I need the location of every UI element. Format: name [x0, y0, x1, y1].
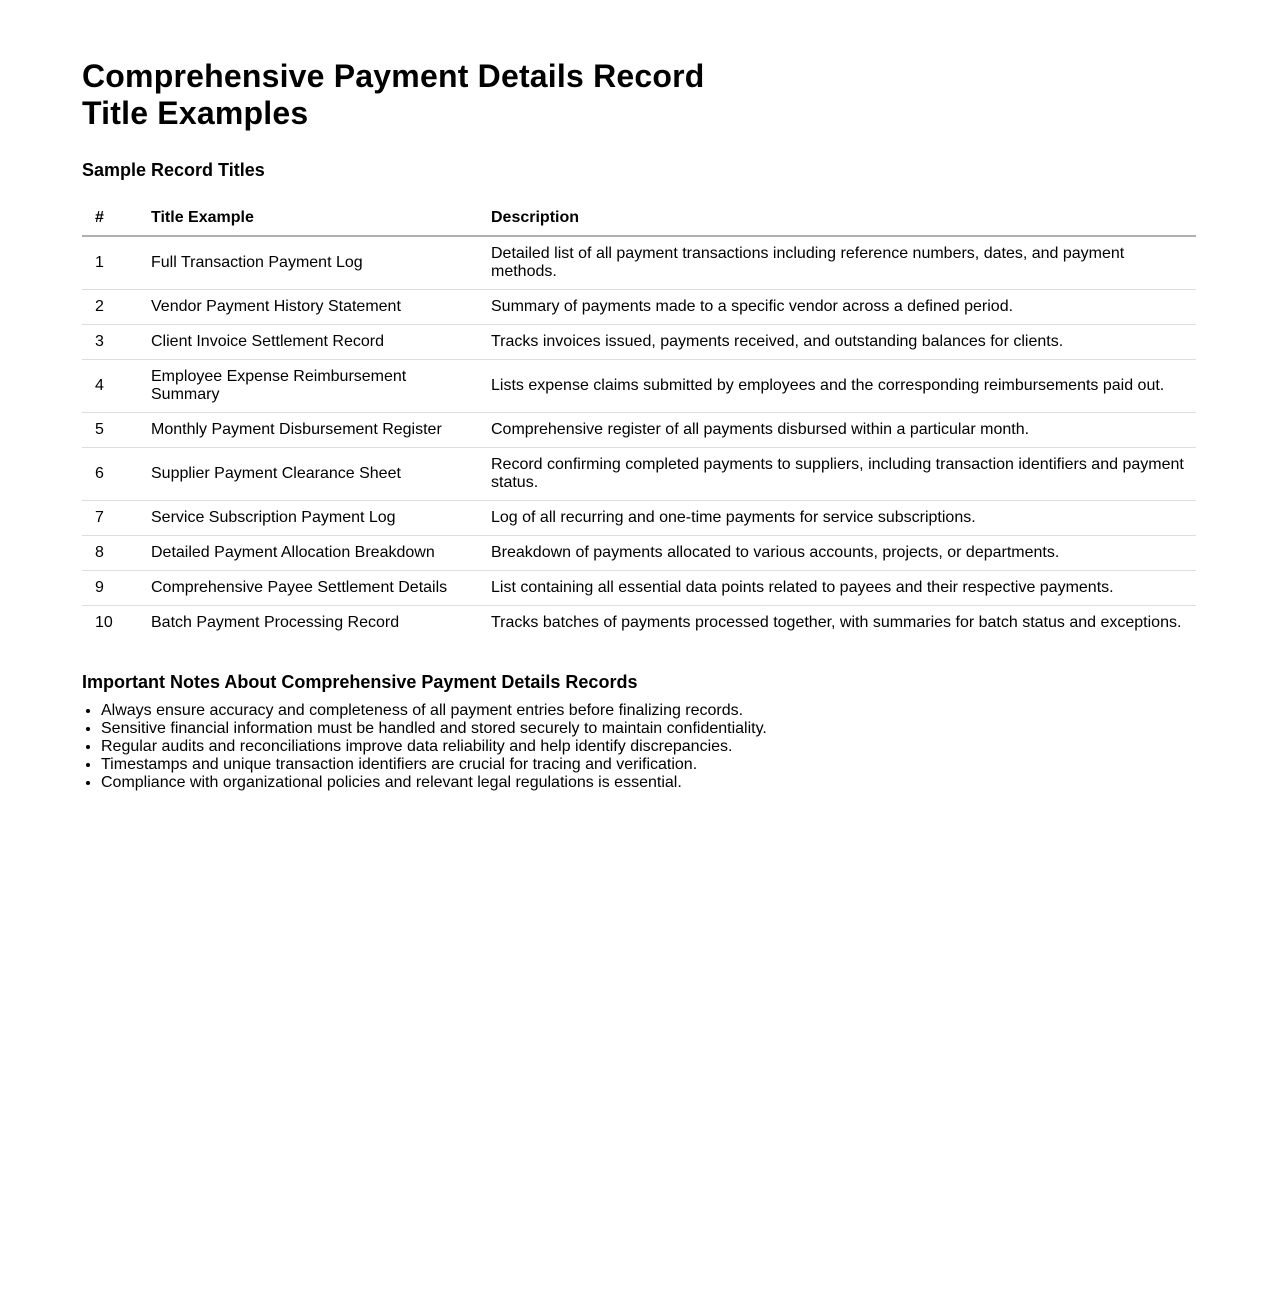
row-description: Comprehensive register of all payments disbursed within a particular month.	[478, 413, 1196, 448]
row-number: 8	[82, 536, 138, 571]
table-header-row	[82, 201, 1196, 236]
row-number: 1	[82, 236, 138, 290]
table-row	[82, 360, 1196, 413]
column-header-title-example: Title Example	[138, 201, 478, 236]
row-title: Service Subscription Payment Log	[138, 501, 478, 536]
row-number: 9	[82, 571, 138, 606]
row-description: Summary of payments made to a specific vendor across a defined period.	[478, 290, 1196, 325]
row-title: Monthly Payment Disbursement Register	[138, 413, 478, 448]
table-row	[82, 413, 1196, 448]
table-row	[82, 606, 1196, 641]
sample-record-titles-heading: Sample Record Titles	[82, 160, 265, 180]
row-title: Detailed Payment Allocation Breakdown	[138, 536, 478, 571]
table-row	[82, 325, 1196, 360]
row-title: Vendor Payment History Statement	[138, 290, 478, 325]
list-item: • Regular audits and reconciliations improve data reliability and help identify discrepancies.	[101, 738, 1196, 756]
list-item: • Always ensure accuracy and completeness of all payment entries before finalizing records.	[101, 702, 1196, 720]
row-number: 5	[82, 413, 138, 448]
notes-list	[82, 702, 1196, 792]
row-description: Tracks batches of payments processed together, with summaries for batch status and exceptions.	[491, 614, 1182, 631]
row-title: Employee Expense Reimbursement Summary	[138, 360, 478, 413]
row-description: Lists expense claims submitted by employees and the corresponding reimbursements paid out.	[478, 360, 1196, 413]
record-titles-table	[82, 201, 1196, 640]
table-row	[82, 236, 1196, 290]
row-title: Client Invoice Settlement Record	[138, 325, 478, 360]
table-row	[82, 536, 1196, 571]
column-header-number: #	[82, 201, 138, 236]
row-number: 4	[82, 360, 138, 413]
row-title: Supplier Payment Clearance Sheet	[138, 448, 478, 501]
row-number: 10	[95, 614, 113, 631]
table-row	[82, 571, 1196, 606]
table-row	[82, 290, 1196, 325]
table-row	[82, 448, 1196, 501]
row-description: Detailed list of all payment transactions including reference numbers, dates, and payment methods.	[478, 236, 1196, 290]
page-title: Comprehensive Payment Details Record Title Examples	[82, 58, 705, 131]
list-item: • Sensitive financial information must be handled and stored securely to maintain confidentiality.	[101, 720, 1196, 738]
list-item: • Timestamps and unique transaction identifiers are crucial for tracing and verification.	[101, 756, 1196, 774]
list-item: • Compliance with organizational policies and relevant legal regulations is essential.	[101, 774, 1196, 792]
row-description: List containing all essential data points related to payees and their respective payments.	[478, 571, 1196, 606]
row-description: Tracks invoices issued, payments received, and outstanding balances for clients.	[478, 325, 1196, 360]
row-description: Record confirming completed payments to suppliers, including transaction identifiers and payment status.	[478, 448, 1196, 501]
important-notes-heading: Important Notes About Comprehensive Payment Details Records	[82, 672, 638, 692]
row-description: Breakdown of payments allocated to various accounts, projects, or departments.	[478, 536, 1196, 571]
row-description: Log of all recurring and one-time payments for service subscriptions.	[478, 501, 1196, 536]
row-number: 6	[82, 448, 138, 501]
column-header-description: Description	[478, 201, 1196, 236]
row-title: Batch Payment Processing Record	[151, 614, 400, 631]
row-title: Comprehensive Payee Settlement Details	[138, 571, 478, 606]
table-row	[82, 501, 1196, 536]
row-number: 3	[82, 325, 138, 360]
row-number: 2	[82, 290, 138, 325]
row-title: Full Transaction Payment Log	[138, 236, 478, 290]
row-number: 7	[82, 501, 138, 536]
